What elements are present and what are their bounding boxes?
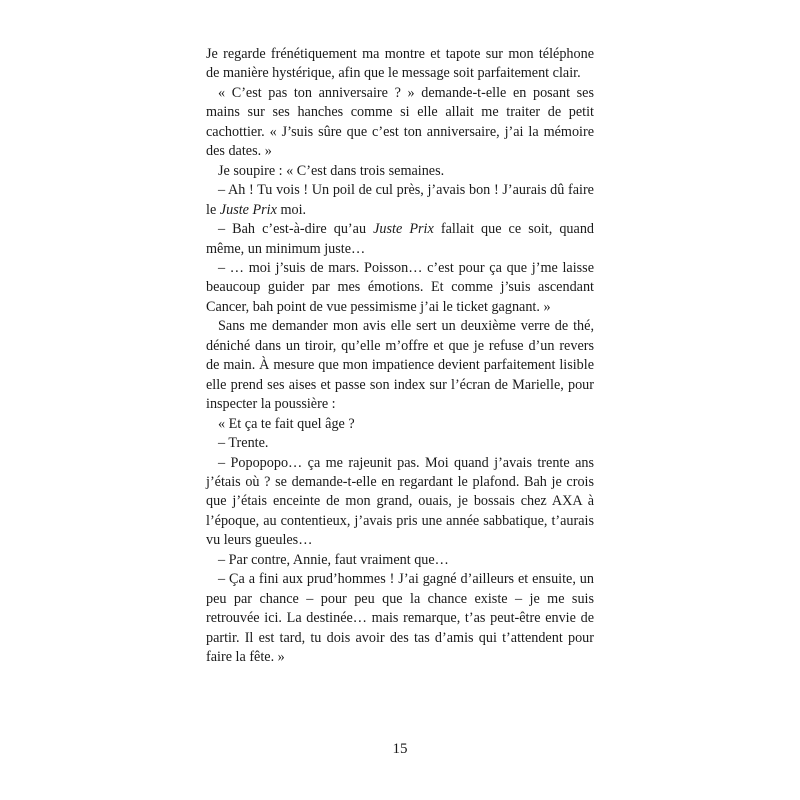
paragraph [206, 570, 594, 667]
paragraph [206, 551, 594, 570]
paragraph [206, 45, 594, 84]
paragraph [206, 162, 594, 181]
text-run: – … moi j’suis de mars. Poisson… c’est pour ça que j’me laisse beaucoup guider par mes émotions. Et comme j’suis ascendant Cancer, bah point de vue pessimisme j’ai le ticket gagnant. » [206, 259, 594, 315]
text-run: moi. [276, 201, 307, 218]
paragraph [206, 415, 594, 434]
page-number: 15 [392, 741, 408, 757]
text-run: – Trente. [218, 435, 269, 452]
text-run: – Ah ! Tu vois ! Un poil de cul près, j’avais bon ! J’aurais dû faire le [206, 182, 594, 218]
italic-title: Juste Prix [373, 221, 434, 238]
text-run: – Bah c’est-à-dire qu’au [218, 221, 374, 238]
paragraph [206, 434, 594, 453]
text-run: – Par contre, Annie, faut vraiment que… [218, 551, 449, 568]
italic-title: Juste Prix [219, 201, 277, 218]
text-run: fallait que ce soit, quand même, un minimum juste… [206, 221, 595, 257]
paragraph [206, 220, 594, 259]
paragraph [206, 181, 594, 220]
text-run: – Ça a fini aux prud’hommes ! J’ai gagné d’ailleurs et ensuite, un peu par chance – pour peu que la chance existe – je me suis retrouvée ici. La destinée… mais remarque, t’as peut-être envie de partir. Il est tard, tu dois avoir des tas d’amis qui t’attendent pour faire la fête. » [206, 571, 594, 666]
paragraph [206, 84, 594, 162]
text-run: – Popopopo… ça me rajeunit pas. Moi quand j’avais trente ans j’étais où ? se demande-t-elle en regardant le plafond. Bah je crois que j’étais enceinte de mon grand, ouais, je bossais chez AXA à l’époque, au contentieux, j’avais pris une année sabbatique, t’aurais vu leurs gueules… [206, 454, 594, 549]
text-run: Sans me demander mon avis elle sert un deuxième verre de thé, déniché dans un tiroir, qu’elle m’offre et que je refuse d’un revers de main. À mesure que mon impatience devient parfaitement lisible elle prend ses aises et passe son index sur l’écran de Marielle, pour inspecter la poussière : [206, 318, 594, 413]
paragraph [206, 259, 594, 317]
paragraph [206, 317, 594, 414]
text-run: « Et ça te fait quel âge ? [218, 415, 355, 432]
text-run: Je regarde frénétiquement ma montre et tapote sur mon téléphone de manière hystérique, afin que le message soit parfaitement clair. [206, 46, 594, 82]
paragraph [206, 454, 594, 551]
text-run: Je soupire : « C’est dans trois semaines. [218, 162, 445, 179]
text-run: « C’est pas ton anniversaire ? » demande-t-elle en posant ses mains sur ses hanches comme si elle allait me traiter de petit cachottier. « J’suis sûre que c’est ton anniversaire, j’ai la mémoire des dates. » [206, 84, 594, 160]
body-text [206, 45, 594, 668]
